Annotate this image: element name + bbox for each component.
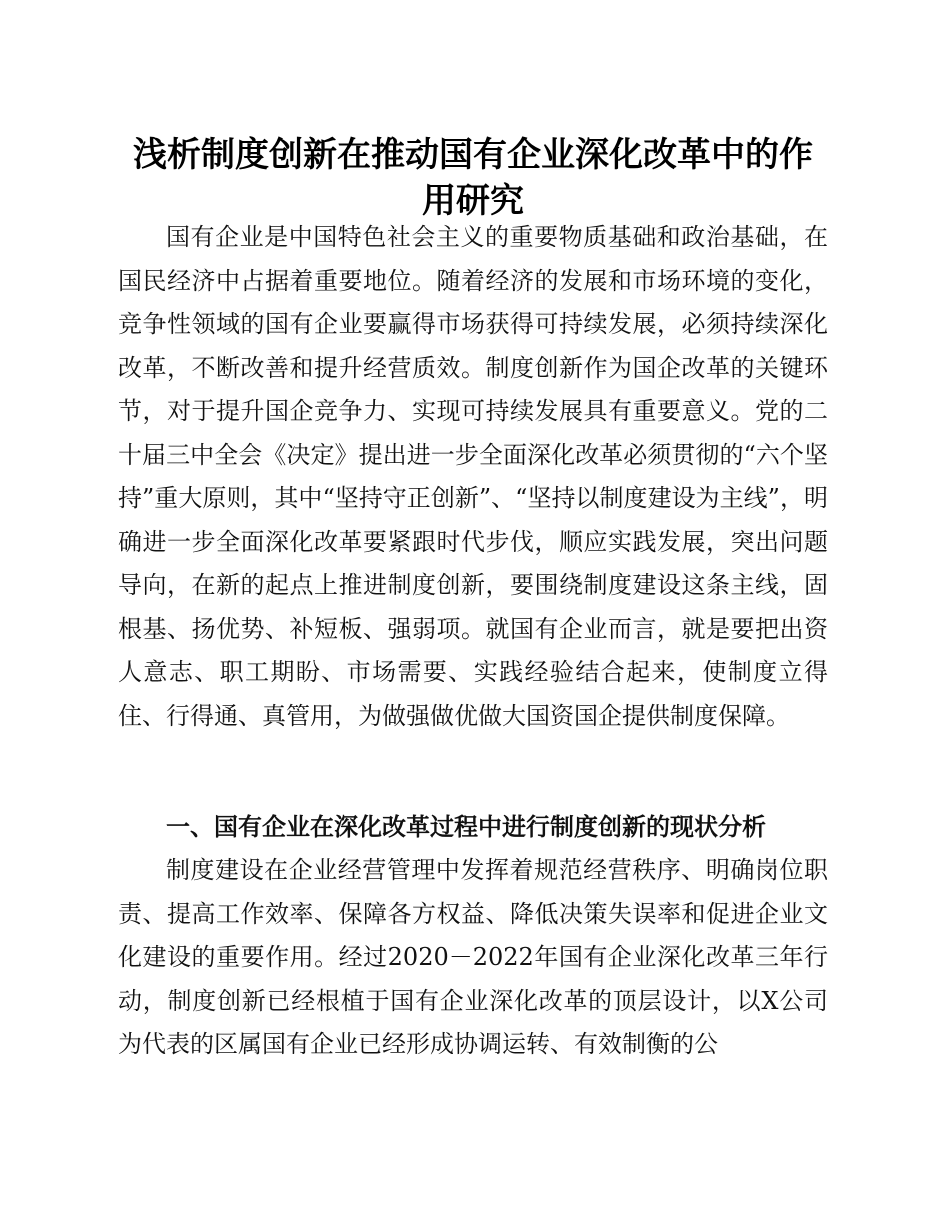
intro-paragraph: 国有企业是中国特色社会主义的重要物质基础和政治基础，在国民经济中占据着重要地位。随着经济的发展和市场环境的变化，竞争性领域的国有企业要赢得市场获得可持续发展，必须持续深化改革，不断改善和提升经营质效。制度创新作为国企改革的关键环节，对于提升国企竞争力、实现可持续发展具有重要意义。党的二十届三中全会《决定》提出进一步全面深化改革必须贯彻的“六个坚持”重大原则，其中“坚持守正创新”、“坚持以制度建设为主线”，明确进一步全面深化改革要紧跟时代步伐，顺应实践发展，突出问题导向，在新的起点上推进制度创新，要围绕制度建设这条主线，固根基、扬优势、补短板、强弱项。就国有企业而言，就是要把出资人意志、职工期盼、市场需要、实践经验结合起来，使制度立得住、行得通、真管用，为做强做优做大国资国企提供制度保障。	[118, 223, 828, 730]
document-title: 浅析制度创新在推动国有企业深化改革中的作用研究	[133, 135, 813, 221]
section-1-paragraph: 制度建设在企业经营管理中发挥着规范经营秩序、明确岗位职责、提高工作效率、保障各方权益、降低决策失误率和促进企业文化建设的重要作用。经过2020－2022年国有企业深化改革三年行动，制度创新已经根植于国有企业深化改革的顶层设计，以X公司为代表的区属国有企业已经形成协调运转、有效制衡的公	[118, 856, 828, 1058]
section-heading-1: 一、国有企业在深化改革过程中进行制度创新的现状分析	[166, 813, 766, 841]
